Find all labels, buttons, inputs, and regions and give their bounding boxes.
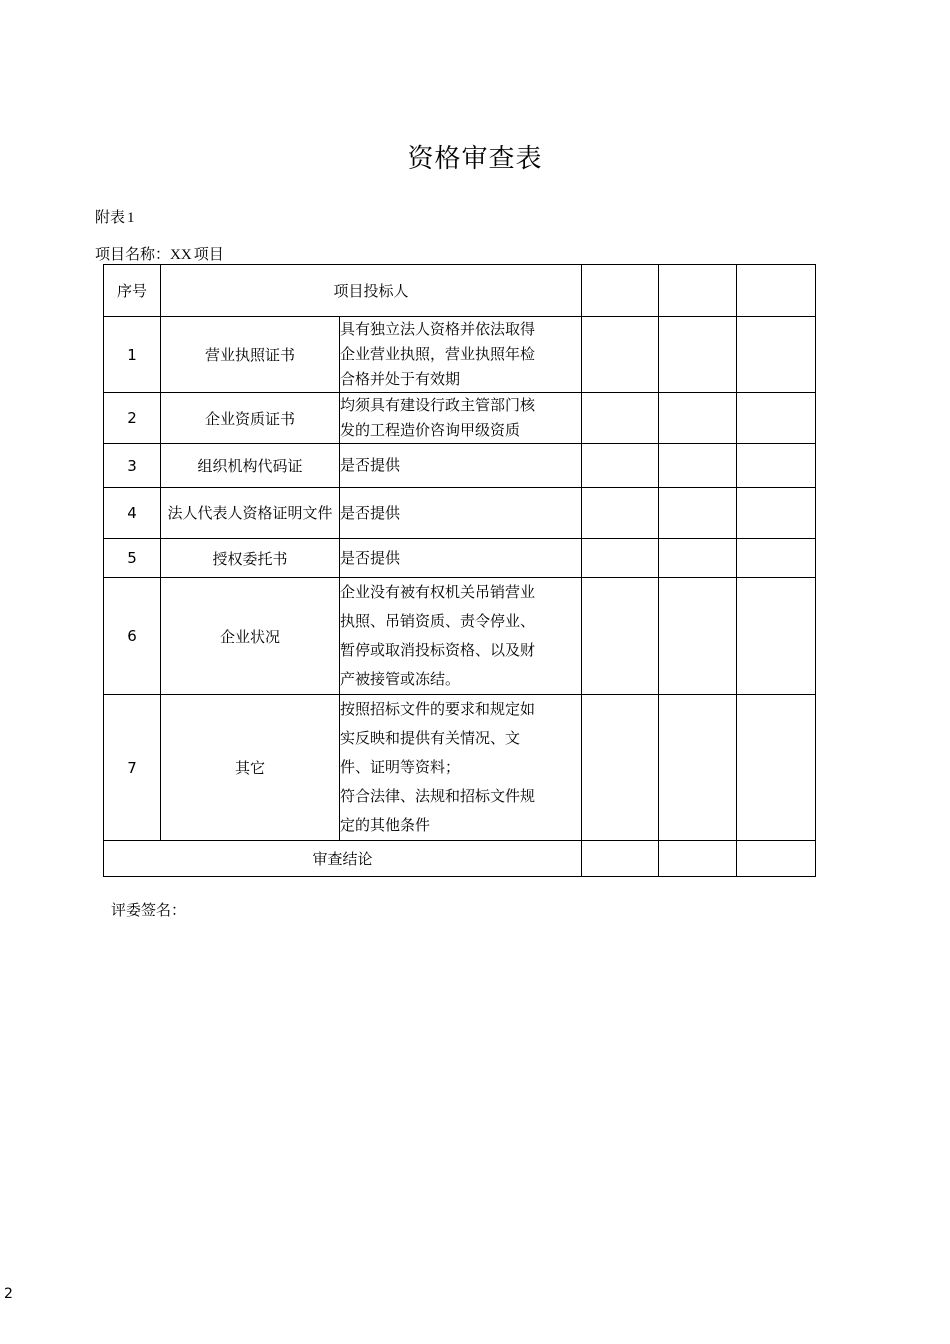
- appendix-text: 附表: [95, 208, 126, 226]
- row-number: 5: [104, 539, 161, 578]
- project-name-code: XX: [170, 247, 192, 263]
- row-number: 6: [104, 578, 161, 695]
- table-row: [104, 695, 816, 841]
- review-cell[interactable]: [737, 578, 816, 695]
- review-cell[interactable]: [659, 488, 737, 539]
- row-number: 7: [104, 695, 161, 841]
- review-cell[interactable]: [659, 539, 737, 578]
- criteria-line: 按照招标文件的要求和规定如: [340, 700, 536, 718]
- review-cell[interactable]: [582, 393, 659, 444]
- criteria-line: 合格并处于有效期: [340, 370, 461, 388]
- project-name-suffix: 项目: [193, 245, 224, 263]
- criteria-line: 企业没有被有权机关吊销营业: [340, 583, 536, 601]
- header-bidder: 项目投标人: [161, 265, 582, 317]
- row-number: 4: [104, 488, 161, 539]
- project-name-label: 项目名称：: [95, 245, 171, 263]
- judge-signature-label: 评委签名：: [111, 901, 187, 919]
- row-criteria: [340, 695, 582, 841]
- criteria-line: 符合法律、法规和招标文件规: [340, 787, 536, 805]
- row-criteria: [340, 444, 582, 488]
- criteria-line: 执照、吊销资质、责令停业、: [340, 612, 536, 630]
- criteria-line: 实反映和提供有关情况、文: [340, 729, 521, 747]
- review-cell[interactable]: [737, 695, 816, 841]
- criteria-line: 暂停或取消投标资格、以及财: [340, 641, 536, 659]
- row-item: 组织机构代码证: [161, 444, 340, 488]
- conclusion-label: 审查结论: [104, 841, 582, 877]
- row-criteria: [340, 488, 582, 539]
- header-serial-number: 序号: [104, 265, 161, 317]
- review-cell[interactable]: [582, 488, 659, 539]
- bidder-column-3[interactable]: [737, 265, 816, 317]
- row-item: 授权委托书: [161, 539, 340, 578]
- review-cell[interactable]: [737, 393, 816, 444]
- review-cell[interactable]: [659, 393, 737, 444]
- criteria-line: 发的工程造价咨询甲级资质: [340, 421, 521, 439]
- review-cell[interactable]: [737, 488, 816, 539]
- table-header-row: [104, 265, 816, 317]
- row-item: 企业资质证书: [161, 393, 340, 444]
- review-cell[interactable]: [659, 695, 737, 841]
- row-criteria: [340, 393, 582, 444]
- table-row: [104, 488, 816, 539]
- criteria-line: 产被接管或冻结。: [340, 670, 461, 688]
- table-row: [104, 317, 816, 393]
- row-criteria: [340, 578, 582, 695]
- criteria-line: 定的其他条件: [340, 816, 431, 834]
- page-number: 2: [4, 1286, 13, 1302]
- table-row: [104, 539, 816, 578]
- conclusion-cell[interactable]: [737, 841, 816, 877]
- row-item: 企业状况: [161, 578, 340, 695]
- row-criteria: [340, 539, 582, 578]
- row-criteria: [340, 317, 582, 393]
- conclusion-cell[interactable]: [659, 841, 737, 877]
- review-cell[interactable]: [582, 317, 659, 393]
- row-item: 营业执照证书: [161, 317, 340, 393]
- review-cell[interactable]: [737, 444, 816, 488]
- bidder-column-1[interactable]: [582, 265, 659, 317]
- qualification-review-table: [103, 264, 816, 877]
- table-row: [104, 444, 816, 488]
- document-title: 资格审查表: [407, 144, 543, 174]
- row-number: 2: [104, 393, 161, 444]
- criteria-line: 具有独立法人资格并依法取得: [340, 320, 536, 338]
- review-cell[interactable]: [582, 539, 659, 578]
- conclusion-cell[interactable]: [582, 841, 659, 877]
- criteria-line: 是否提供: [340, 503, 401, 522]
- appendix-label: [95, 206, 135, 227]
- row-number: 3: [104, 444, 161, 488]
- criteria-line: 企业营业执照，营业执照年检: [340, 345, 536, 363]
- review-cell[interactable]: [582, 444, 659, 488]
- row-item: 其它: [161, 695, 340, 841]
- conclusion-row: [104, 841, 816, 877]
- review-cell[interactable]: [659, 317, 737, 393]
- review-cell[interactable]: [659, 578, 737, 695]
- row-number: 1: [104, 317, 161, 393]
- review-cell[interactable]: [737, 317, 816, 393]
- review-cell[interactable]: [659, 444, 737, 488]
- review-cell[interactable]: [582, 578, 659, 695]
- review-cell[interactable]: [737, 539, 816, 578]
- bidder-column-2[interactable]: [659, 265, 737, 317]
- criteria-line: 是否提供: [340, 548, 401, 567]
- criteria-line: 件、证明等资料；: [340, 758, 461, 776]
- table-row: [104, 578, 816, 695]
- criteria-line: 均须具有建设行政主管部门核: [340, 396, 536, 414]
- criteria-line: 是否提供: [340, 456, 401, 474]
- appendix-number: 1: [127, 210, 135, 226]
- review-cell[interactable]: [582, 695, 659, 841]
- project-name-line: [95, 243, 224, 264]
- row-item: 法人代表人资格证明文件: [161, 488, 340, 539]
- table-row: [104, 393, 816, 444]
